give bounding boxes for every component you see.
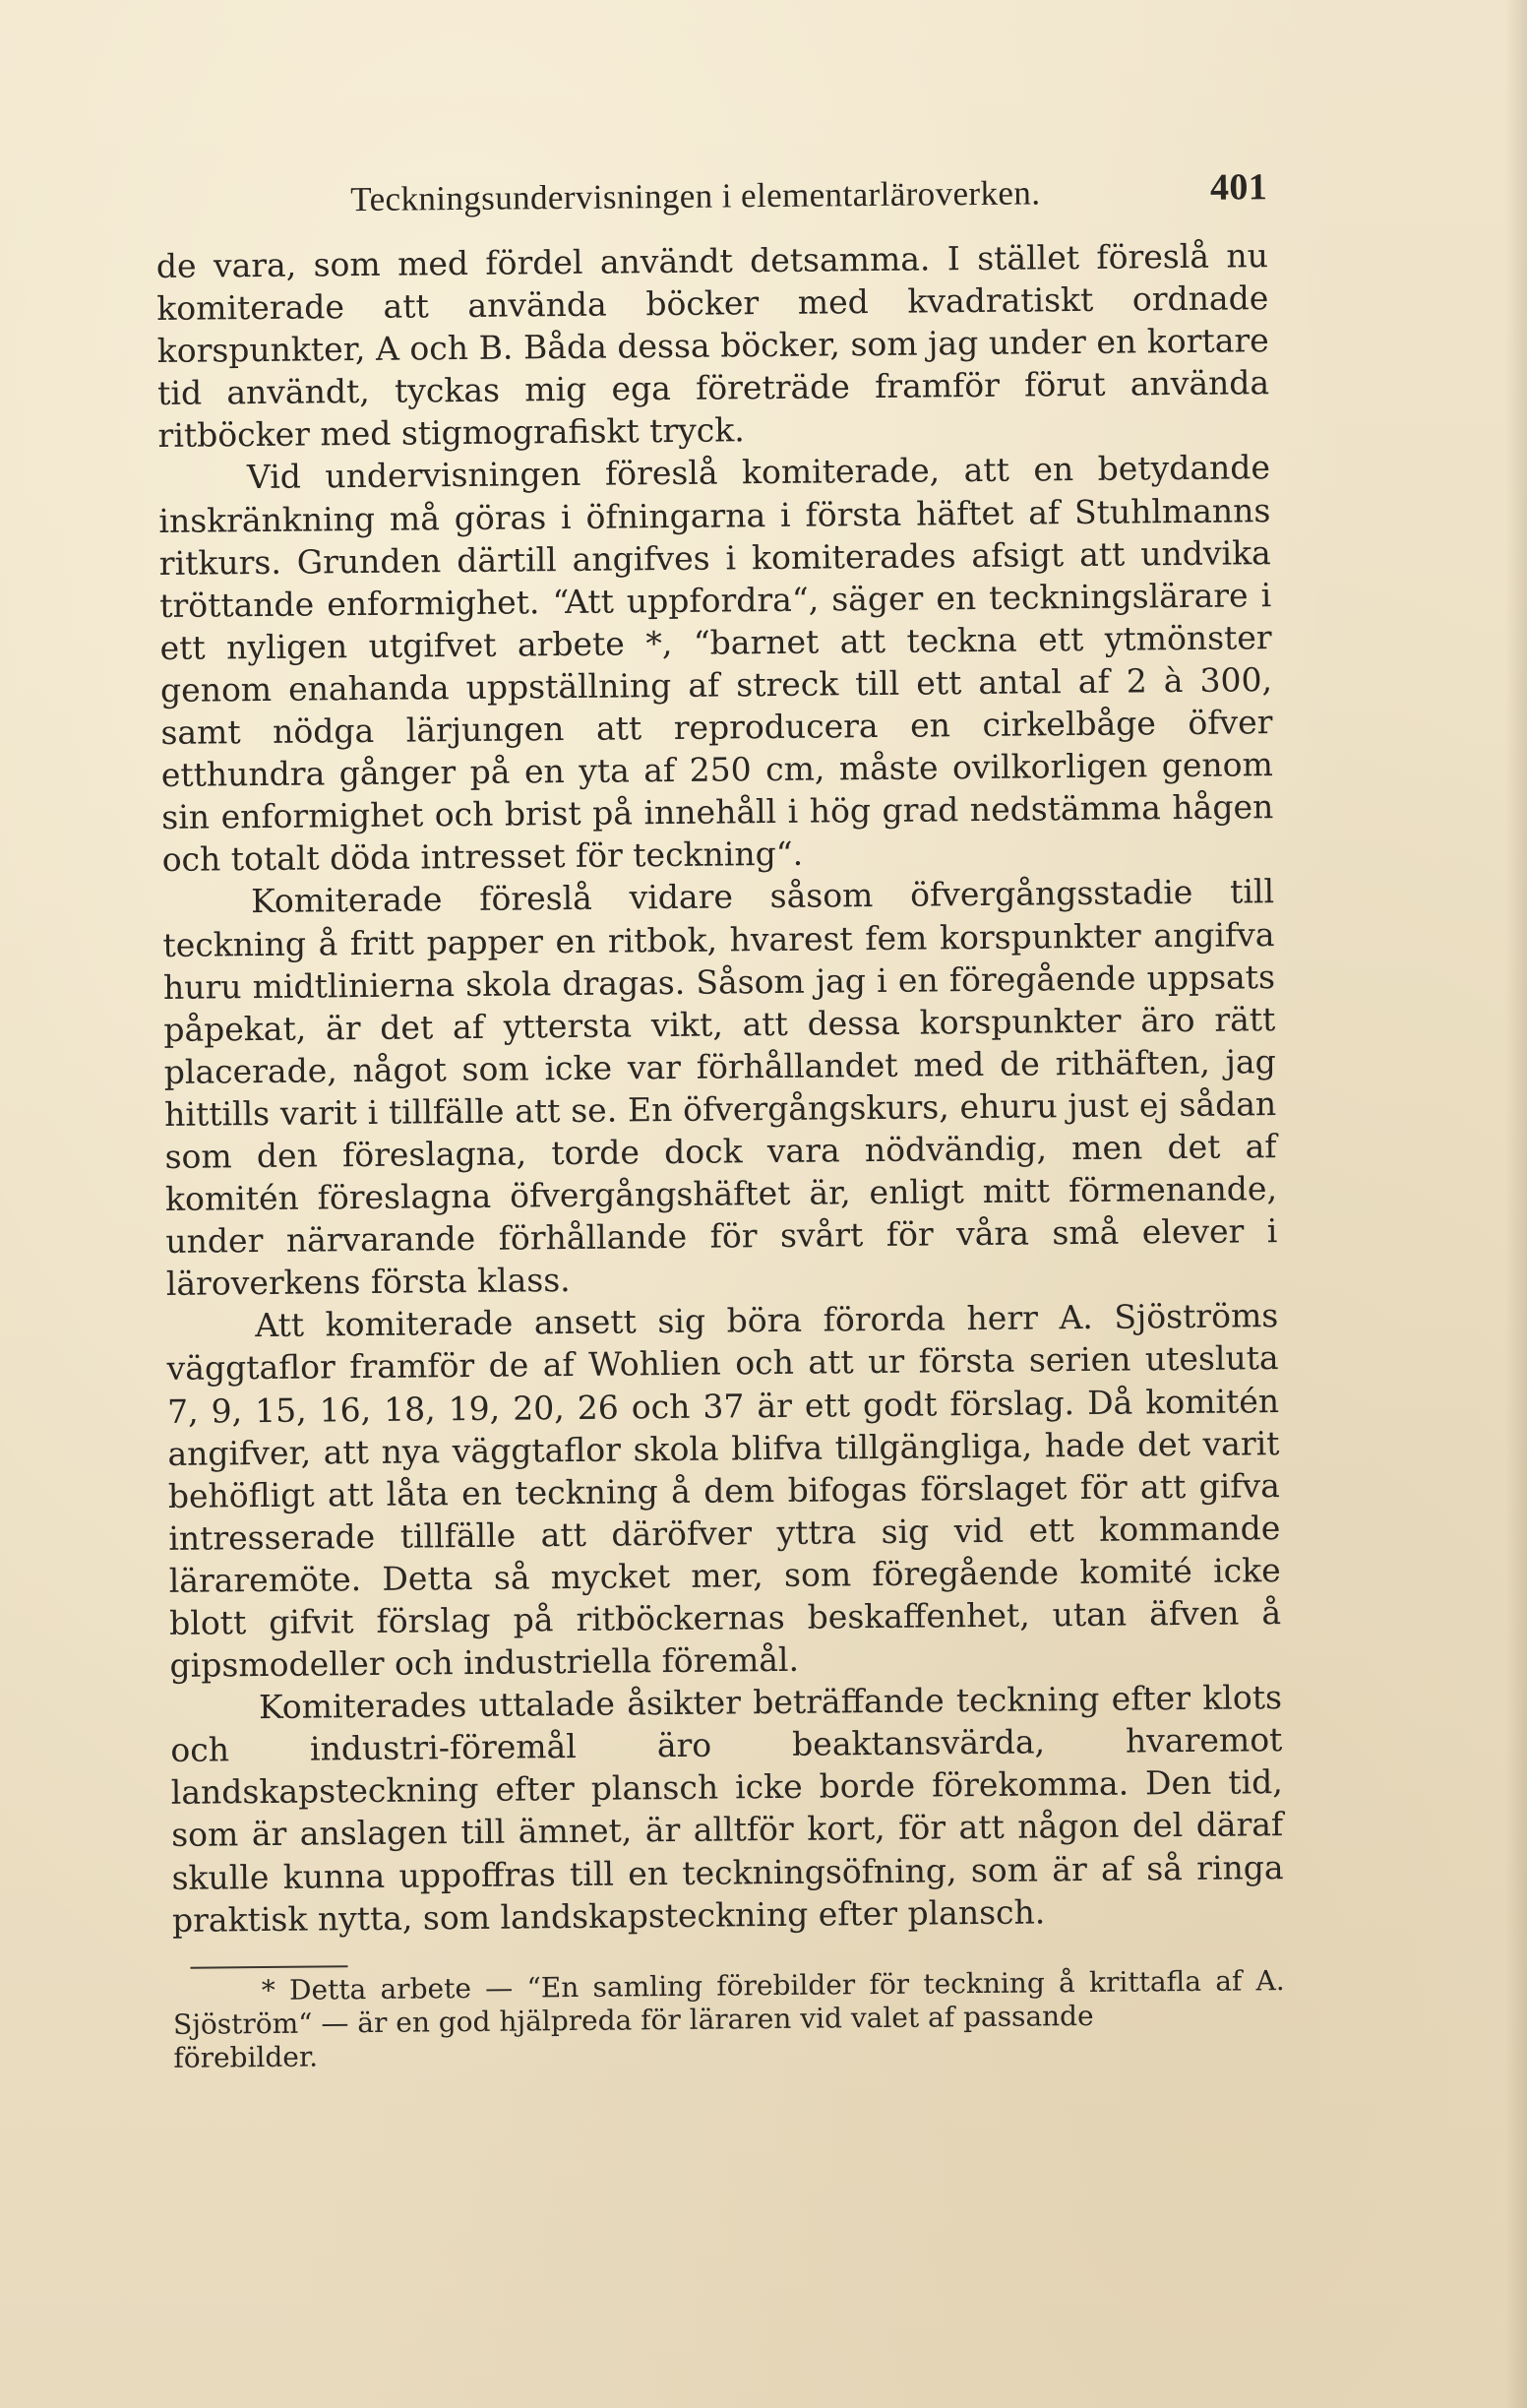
footnote: * Detta arbete — “En samling förebilder för teckning å krittafla af A. Sjöström“ — är en god hjälpreda för läraren vid valet af passande <box>172 1963 1285 2041</box>
page-edge-shadow <box>1505 0 1527 2408</box>
paragraph-continuation: de vara, som med fördel användt detsamma. I stället föreslå nu komiterade att använda böcker med kvadratiskt ordnade korspunkter, A och B. Båda dessa böcker, som jag under en kortare tid användt, tyckas mig ega företräde framför förut använda ritböcker med stigmografiskt tryck. <box>155 236 1270 456</box>
running-title: Teckningsundervisningen i elementarläroverken. <box>350 173 1041 219</box>
running-header <box>155 161 1268 231</box>
footnote-continuation: förebilder. <box>173 2040 319 2074</box>
paragraph: Komiterades uttalade åsikter beträffande teckning efter klots och industri-föremål äro beaktansvärda, hvaremot landskapsteckning efter plansch icke borde förekomma. Den tid, som är anslagen till ämnet, är alltför kort, för att någon del däraf skulle kunna uppoffras till en teckningsöfning, som är af så ringa praktisk nytta, som landskapsteckning efter plansch. <box>170 1678 1284 1940</box>
page-number: 401 <box>1209 166 1268 209</box>
footnote-rule <box>191 1965 348 1969</box>
paragraph: Komiterade föreslå vidare såsom öfvergångsstadie till teckning å fritt papper en ritbok, hvarest fem korspunkter angifva huru midtlinierna skola dragas. Såsom jag i en föregående uppsats påpekat, är det af yttersta vikt, att dessa korspunkter äro rätt placerade, något som icke var förhållandet med de rithäften, jag hittills varit i tillfälle att se. En öfvergångskurs, ehuru just ej sådan som den föreslagna, torde dock vara nödvändig, men det af komitén föreslagna öfvergångshäftet är, enligt mitt förmenande, under närvarande förhållande för svårt för våra små elever i läroverkens första klass. <box>162 872 1278 1304</box>
page-content <box>155 161 1286 2075</box>
body-text <box>156 234 1284 1942</box>
paragraph: Att komiterade ansett sig böra förorda herr A. Sjöströms väggtaflor framför de af Wohlien och att ur första serien utesluta 7, 9, 15, 16, 18, 19, 20, 26 och 37 är ett godt förslag. Då komitén angifver, att nya väggtaflor skola blifva tillgängliga, hade det varit behöfligt att låta en teckning å dem bifogas förslaget för att gifva intresserade tillfälle att däröfver yttra sig vid ett kommande läraremöte. Detta så mycket mer, som föregående komité icke blott gifvit förslag på ritböckernas beskaffenhet, utan äfven å gipsmodeller och industriella föremål. <box>166 1296 1282 1686</box>
paragraph: Vid undervisningen föreslå komiterade, att en betydande inskränkning må göras i öfningarna i första häftet af Stuhlmanns ritkurs. Grunden därtill angifves i komiterades afsigt att undvika tröttande enformighet. “Att uppfordra“, säger en teckningslärare i ett nyligen utgifvet arbete *, “barnet att teckna ett ytmönster genom enahanda uppställning af streck till ett antal af 2 à 300, samt nödga lärjungen att reproducera en cirkelbåge öfver etthundra gånger på en yta af 250 cm, måste ovilkorligen genom sin enformighet och brist på innehåll i hög grad nedstämma hågen och totalt döda intresset för teckning“. <box>158 448 1274 880</box>
